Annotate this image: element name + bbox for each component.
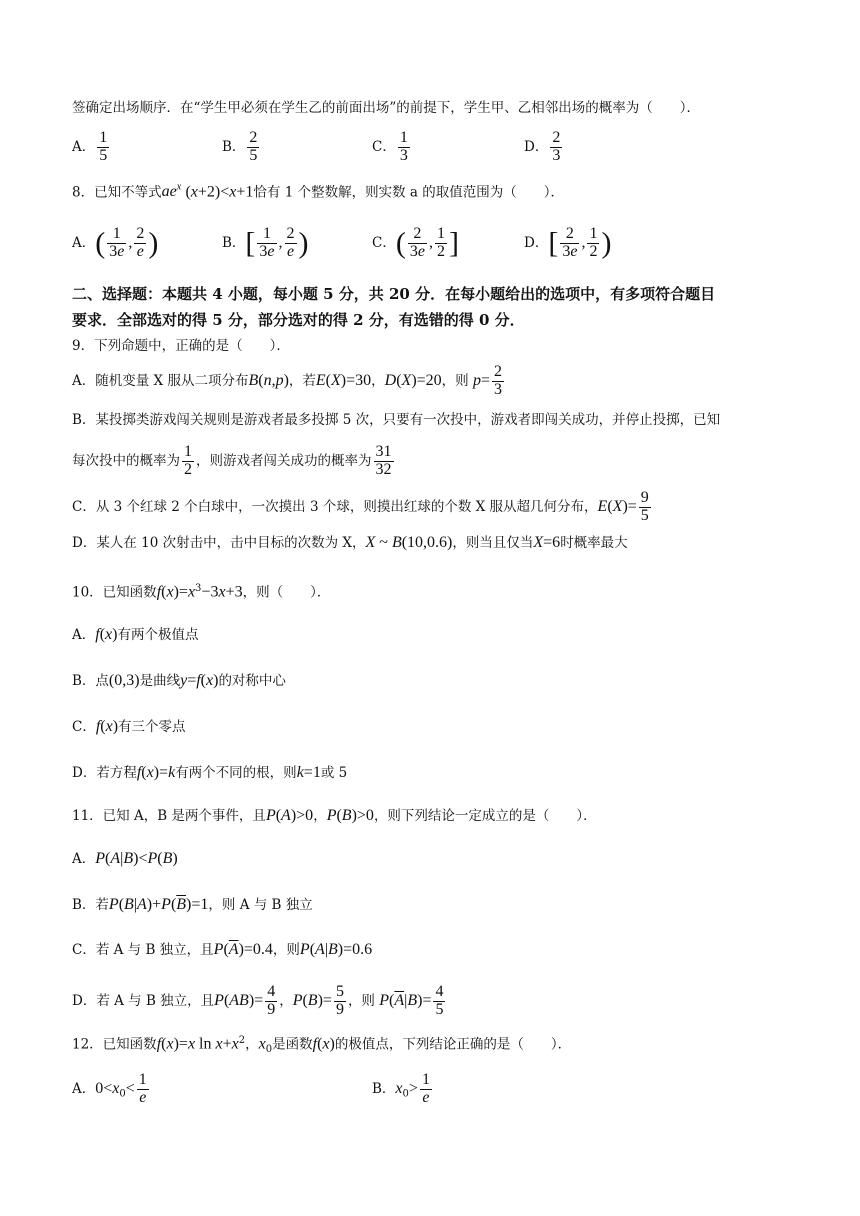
q8-option-a[interactable]: A．( $\frac{1}{3e}$ , $\frac{2}{e}$ ) bbox=[72, 225, 159, 260]
q10-option-d[interactable]: D．若方程f(x)=k有两个不同的根，则k=1或 5 bbox=[72, 764, 348, 781]
q9-option-d[interactable]: D．某人在 10 次射击中，击中目标的次数为 X，X ~ B(10,0.6)，则当且仅当X=6时概率最大 bbox=[72, 534, 628, 551]
q12-stem: 12．已知函数f(x)=x $\ln x+x^2$，$x_0$是函数f(x)的极值点，下列结论正确的是（ ）． bbox=[72, 1035, 572, 1056]
q11-option-a[interactable]: A．P(A|B)<P(B) bbox=[72, 850, 178, 867]
q11-option-b[interactable]: B．若$P(B|A)+P(\overline{B})=1$，则 A 与 B 独立 bbox=[72, 896, 313, 913]
q9-option-c[interactable]: C．从 3 个红球 2 个白球中，一次摸出 3 个球，则摸出红球的个数 X 服从超几何分布，E(X)= $\frac{9}{5}$ bbox=[72, 489, 649, 524]
q9-option-b-line1[interactable]: B．某投掷类游戏闯关规则是游戏者最多投掷 5 次，只要有一次投中，游戏者即闯关成功，并停止投掷，已知 bbox=[72, 412, 721, 428]
q9-option-b-line2[interactable]: 每次投中的概率为 $\frac{1}{2}$ ，则游戏者闯关成功的概率为 $\frac{31}{32}$ bbox=[72, 443, 392, 478]
q8-option-b[interactable]: B．[ $\frac{1}{3e}$ , $\frac{2}{e}$ ) bbox=[222, 225, 309, 260]
q10-option-a[interactable]: A．f(x)有两个极值点 bbox=[72, 626, 199, 643]
q7-option-b[interactable]: B． $\frac{2}{5}$ bbox=[222, 129, 258, 164]
q11-option-c[interactable]: C．若 A 与 B 独立，且$P(\overline{A})=0.4$，则P(A|B)=0.6 bbox=[72, 941, 373, 958]
q7-stem-tail: 签确定出场顺序．在“学生甲必须在学生乙的前面出场”的前提下，学生甲、乙相邻出场的概率为（ ）． bbox=[72, 100, 701, 116]
section2-heading-line1: 二、选择题：本题共 4 小题，每小题 5 分，共 20 分．在每小题给出的选项中，有多项符合题目 bbox=[72, 285, 716, 303]
q8-stem: 8．已知不等式$ae^x$ (x+2)<x+1恰有 1 个整数解，则实数 a 的取值范围为（ ）． bbox=[72, 182, 564, 201]
q12-option-a[interactable]: A．$0<x_0<$ $\frac{1}{e}$ bbox=[72, 1071, 147, 1106]
q10-option-b[interactable]: B．点(0,3)是曲线y=f(x)的对称中心 bbox=[72, 672, 286, 689]
q7-option-a[interactable]: A． $\frac{1}{5}$ bbox=[72, 129, 108, 164]
q10-option-c[interactable]: C．f(x)有三个零点 bbox=[72, 718, 186, 735]
q11-stem: 11．已知 A，B 是两个事件，且P(A)>0，P(B)>0，则下列结论一定成立的是（ ）． bbox=[72, 807, 597, 824]
q7-option-c[interactable]: C． $\frac{1}{3}$ bbox=[372, 129, 408, 164]
q9-option-a[interactable]: A．随机变量 X 服从二项分布B(n,p)，若E(X)=30，D(X)=20，则 p= $\frac{2}{3}$ bbox=[72, 363, 502, 398]
q9-stem: 9．下列命题中，正确的是（ ）． bbox=[72, 338, 290, 354]
q8-option-c[interactable]: C．( $\frac{2}{3e}$ , $\frac{1}{2}$ ] bbox=[372, 225, 459, 260]
section2-heading-line2: 要求．全部选对的得 5 分，部分选对的得 2 分，有选错的得 0 分． bbox=[72, 311, 525, 329]
q10-stem: 10．已知函数$f(x)=x^3-3x+3$，则（ ）． bbox=[72, 583, 331, 601]
q11-option-d[interactable]: D．若 A 与 B 独立，且P(AB)= $\frac{4}{9}$ ，P(B)= $\frac{5}{9}$ ，则 $P(\overline{A}|B)=$ $\frac{4}{5}$ bbox=[72, 983, 444, 1018]
q7-option-d[interactable]: D． $\frac{2}{3}$ bbox=[524, 129, 561, 164]
q8-option-d[interactable]: D．[ $\frac{2}{3e}$ , $\frac{1}{2}$ ) bbox=[524, 225, 612, 260]
q12-option-b[interactable]: B．$x_0>$ $\frac{1}{e}$ bbox=[372, 1071, 430, 1106]
